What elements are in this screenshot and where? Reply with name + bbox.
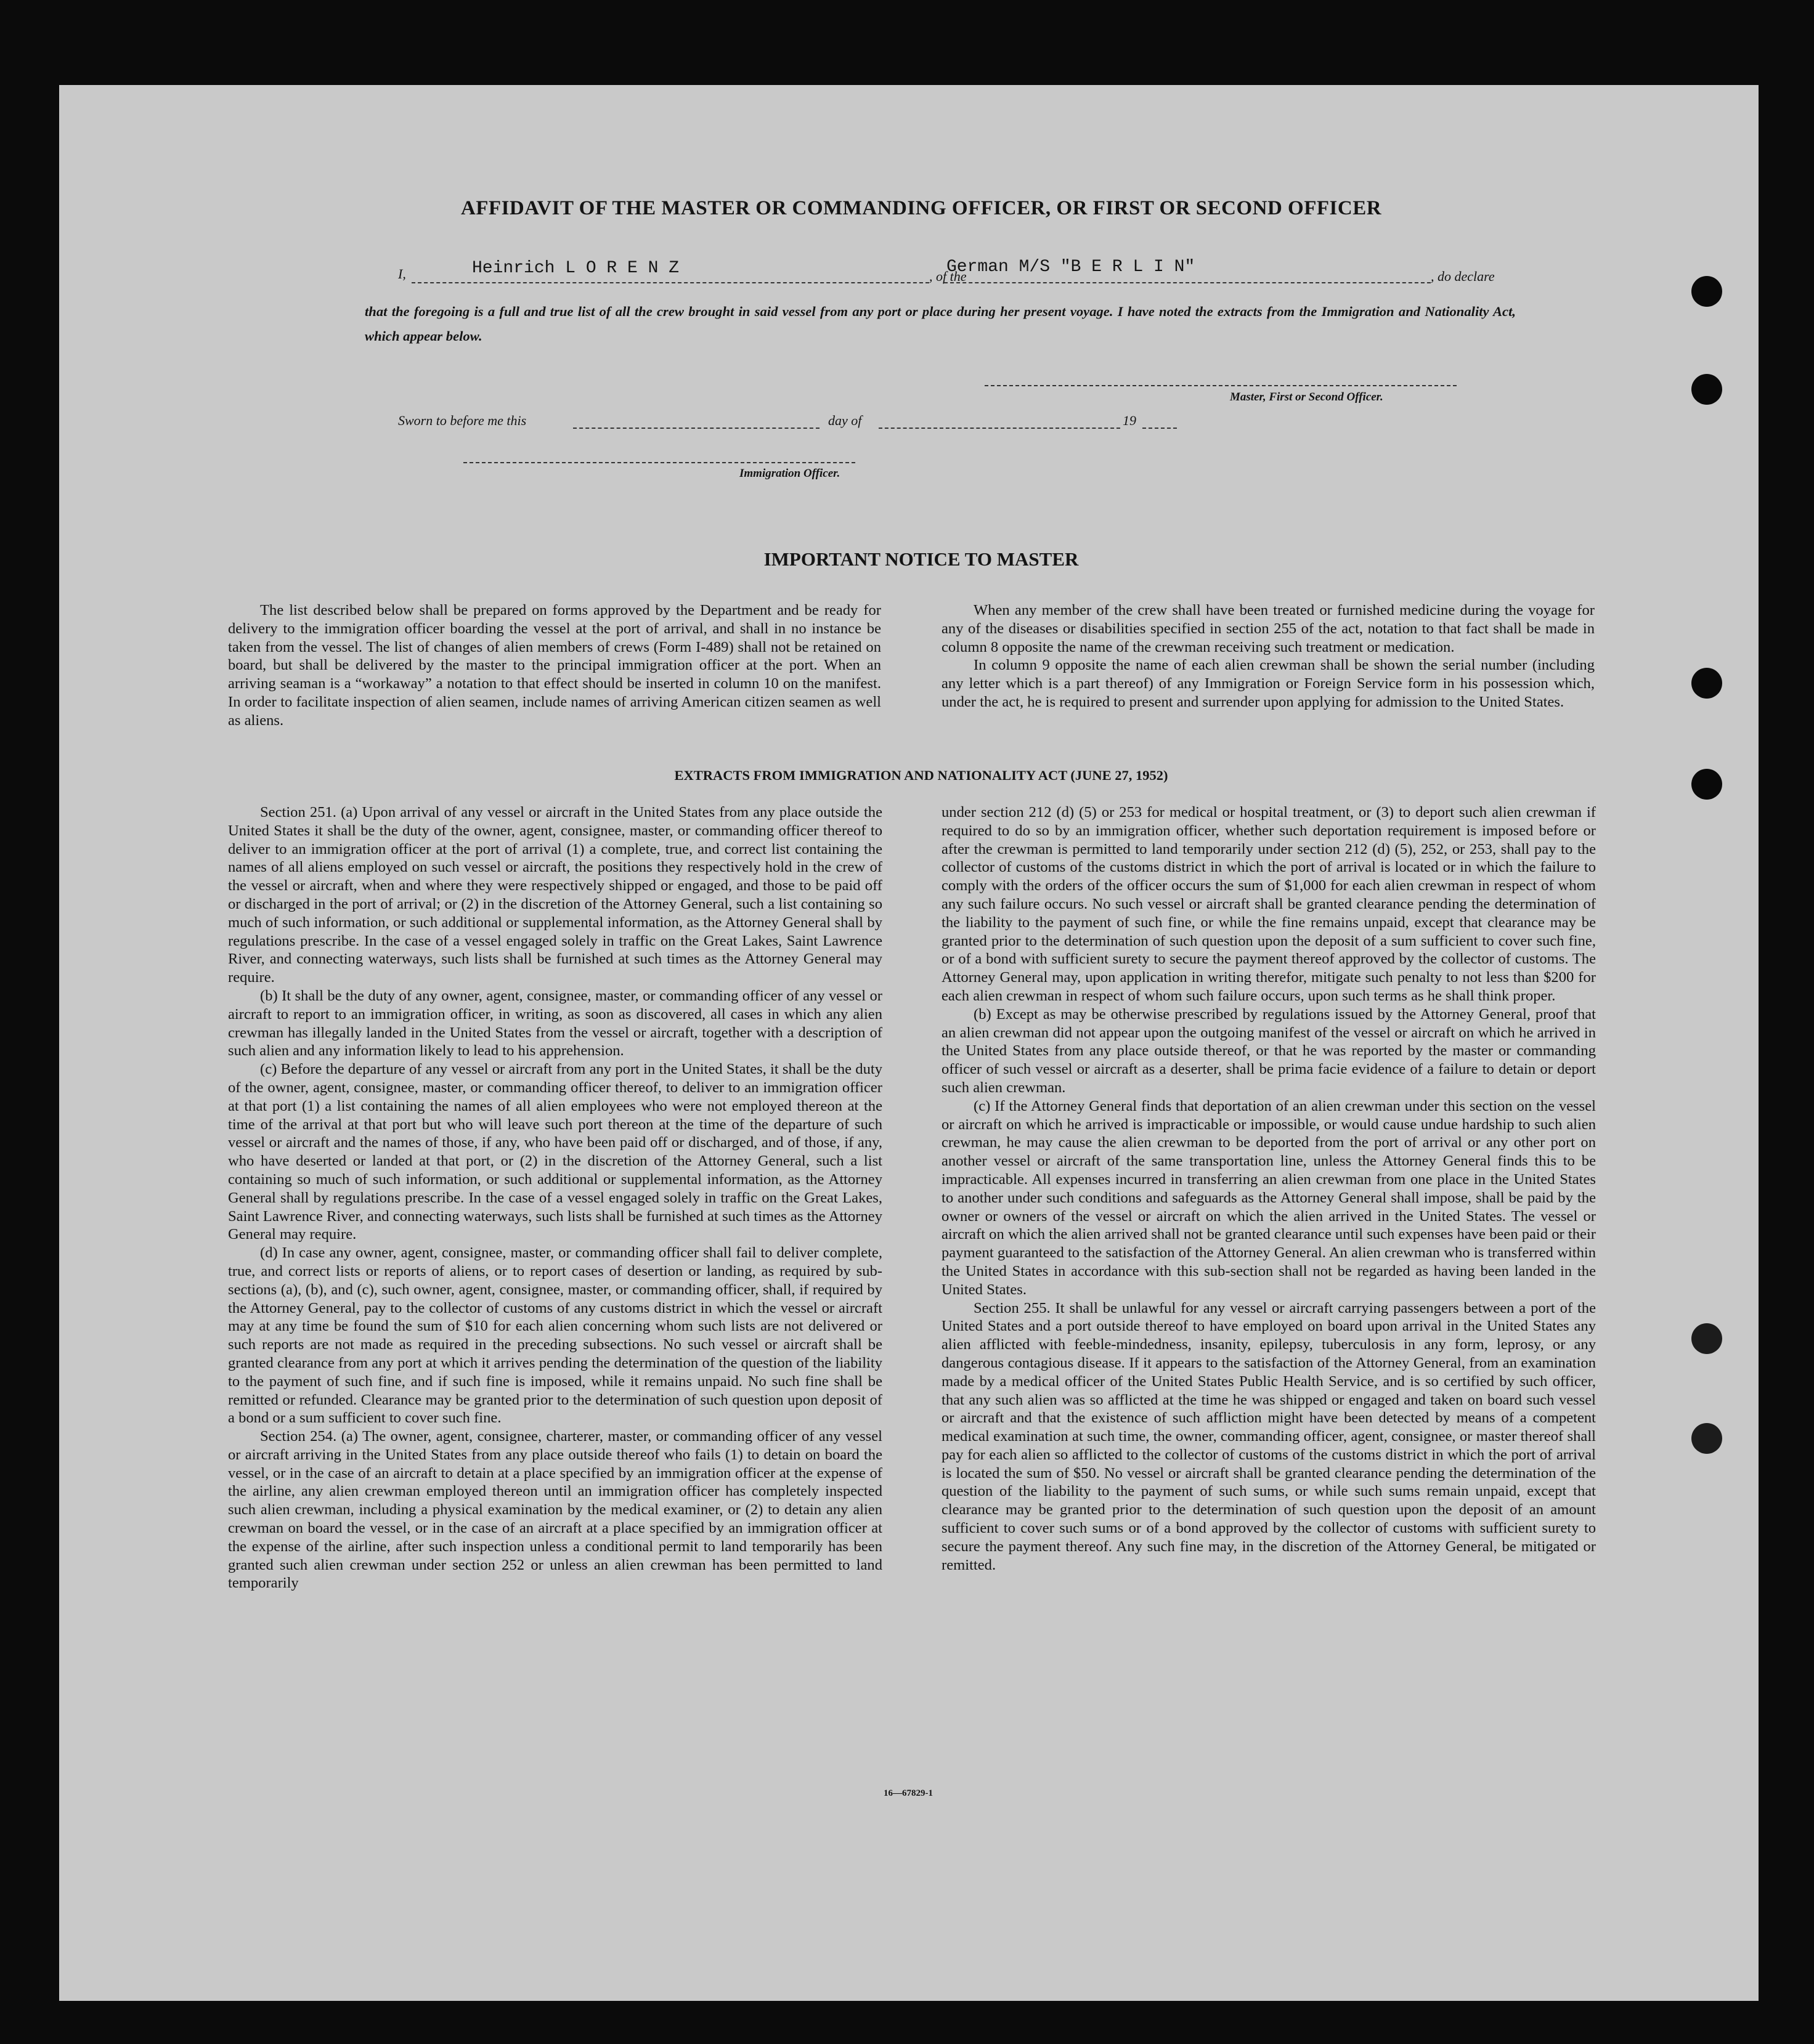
do-declare-label: , do declare (1431, 269, 1495, 284)
notice-right-text-2: In column 9 opposite the name of each alien crewman shall be shown the serial number (including any letter which is a part thereof) of any Immigration or Foreign Service form in his possession which, under the act, he is required to present and surrender upon applying for admission to the United States. (942, 657, 1595, 710)
sworn-label: Sworn to before me this (398, 413, 527, 428)
notice-left-column (228, 601, 881, 730)
section-251-c: (c) Before the departure of any vessel or aircraft from any port in the United States, it shall be the duty of the owner, agent, consignee, master, or commanding officer thereof, to deliver to an immigration officer at that port (1) a list containing the names of all alien employees who were not employed thereon at the time of the arrival at that port but who will leave such port thereon at the time of the departure of such vessel or aircraft and the names of those, if any, who have been paid off or discharged, and of those, if any, who have deserted or landed at that port, or (2) in the discretion of the Attorney General, such a list containing so much of such information, or such additional or supplemental information, as the Attorney General shall by regulations prescribe. In the case of a vessel engaged solely in traffic on the Great Lakes, Saint Lawrence River, and connecting waterways, such lists shall be furnished at such times as the Attorney General may require. (228, 1061, 882, 1243)
notice-right-text-1: When any member of the crew shall have been treated or furnished medicine during the voyage for any of the diseases or disabilities specified in section 255 of the act, notation to that fact shall be made in column 8 opposite the name of the crewman receiving such treatment or medication. (942, 602, 1595, 655)
extracts-title: EXTRACTS FROM IMMIGRATION AND NATIONALITY ACT (JUNE 27, 1952) (674, 768, 1168, 783)
section-254-a: Section 254. (a) The owner, agent, consignee, charterer, master, or commanding officer of any vessel or aircraft arriving in the United States from any place outside thereof who fails (1) to detain on board the vessel, or in the case of an aircraft to detain at a place specified by an immigration officer at the expense of the airline, any alien crewman employed thereon until an immigration officer has completely inspected such alien crewman, including a physical examination by the medical examiner, or (2) to detain any alien crewman on board the vessel, or in the case of an aircraft at a place specified by an immigration officer at the expense of the airline, after such inspection unless a conditional permit to land temporarily has been granted such alien crewman under section 252 or unless an alien crewman has been permitted to land temporarily (228, 1428, 882, 1592)
section-251-b: (b) It shall be the duty of any owner, agent, consignee, master, or commanding officer of any vessel or aircraft to report to an immigration officer, in writing, as soon as discovered, all cases in which any alien crewman has illegally landed in the United States from the vessel or aircraft, together with a description of such alien and any information likely to lead to his apprehension. (228, 987, 882, 1060)
declaration-statement: that the foregoing is a full and true list of all the crew brought in said vessel from any port or place during her present voyage. I have noted the extracts from the Immigration and Nationality Act, which appear below. (365, 304, 1516, 344)
extracts-right-column (942, 803, 1596, 1574)
section-254-a-continued: under section 212 (d) (5) or 253 for medical or hospital treatment, or (3) to deport such alien crewman if required to do so by an immigration officer, whether such deportation requirement is imposed before or after the crewman is permitted to land temporarily under section 212 (d) (5), 252, or 253, shall pay to the collector of customs of the customs district in which the port of arrival is located or in which the failure to comply with the orders of the officer occurs the sum of $1,000 for each alien crewman in respect of whom any such failure occurs. No such vessel or aircraft shall be granted clearance pending the determination of the liability to the payment of such fine, or while the fine remains unpaid, except that clearance may be granted prior to the determination of such question upon the deposit of a sum sufficient to cover such fine, or of a bond with sufficient surety to secure the payment thereof approved by the collector of customs. The Attorney General may, upon application in writing therefor, mitigate such penalty to not less than $200 for each alien crewman in respect of whom such failure occurs, upon such terms as he shall think proper. (942, 804, 1596, 1004)
i-label: I, (398, 266, 406, 282)
punch-hole (1691, 769, 1722, 800)
section-251-a: Section 251. (a) Upon arrival of any vessel or aircraft in the United States from any place outside the United States it shall be the duty of the owner, agent, consignee, master, or commanding officer thereof to deliver to an immigration officer at the port of arrival (1) a complete, true, and correct list containing the names of all aliens employed on such vessel or aircraft, the positions they respectively hold in the crew of the vessel or aircraft, when and where they were respectively shipped or engaged, and those to be paid off or discharged in the port of arrival; or (2) in the discretion of the Attorney General, such a list containing so much of such information, or such additional or supplemental information, as the Attorney General shall by regulations prescribe. In the case of a vessel engaged solely in traffic on the Great Lakes, Saint Lawrence River, and connecting waterways, such lists shall be furnished at such times as the Attorney General may require. (228, 804, 882, 986)
sworn-month-line (879, 428, 1120, 429)
punch-hole (1691, 1323, 1722, 1354)
punch-hole (1691, 374, 1722, 405)
notice-title: IMPORTANT NOTICE TO MASTER (763, 548, 1079, 570)
day-of-label: day of (828, 413, 862, 428)
section-251-d: (d) In case any owner, agent, consignee, master, or commanding officer shall fail to deliver complete, true, and correct lists or reports of aliens, or to report cases of desertion or landing, as required by sub-sections (a), (b), and (c), such owner, agent, consignee, master, or commanding officer, shall, if required by the Attorney General, pay to the collector of customs of any customs district in which the vessel or aircraft may at any time be found the sum of $10 for each alien concerning whom such lists are not delivered or such reports are not made as required in the preceding subsections. No such vessel or aircraft shall be granted clearance from any port at which it arrives pending the determination of the question of the liability to the payment of such fine, and if such fine is imposed, while it remains unpaid. No such fine shall be remitted or refunded. Clearance may be granted prior to the determination of such question upon deposit of a bond or a sum sufficient to cover such fine. (228, 1244, 882, 1427)
of-the-label: , of the (929, 269, 967, 284)
year-label: 19 (1123, 413, 1136, 428)
vessel-line (944, 282, 1431, 283)
section-254-b: (b) Except as may be otherwise prescribed by regulations issued by the Attorney General, proof that an alien crewman did not appear upon the outgoing manifest of the vessel or aircraft on which he arrived in the United States from any place outside thereof, or that he was reported by the master or commanding officer of such vessel or aircraft as a deserter, shall be prima facie evidence of a failure to detain or deport such alien crewman. (942, 1005, 1596, 1096)
master-name-line (412, 282, 929, 283)
punch-hole (1691, 1423, 1722, 1454)
master-signature-line (985, 385, 1457, 386)
section-255: Section 255. It shall be unlawful for any vessel or aircraft carrying passengers between a port of the United States and a port outside thereof to have employed on board upon arrival in the United States any alien afflicted with feeble-mindedness, insanity, epilepsy, tuberculosis in any form, leprosy, or any dangerous contagious disease. If it appears to the satisfaction of the Attorney General, from an examination made by a medical officer of the United States Public Health Service, and is so certified by such officer, that any such alien was so afflicted at the time he was shipped or engaged and taken on board such vessel or aircraft and that the existence of such affliction might have been detected by means of a competent medical examination at such time, the owner, commanding officer, agent, consignee, or master thereof shall pay for each alien so afflicted to the collector of customs of the customs district in which the port of arrival is located the sum of $50. No vessel or aircraft shall be granted clearance pending the determination of the question of the liability to the payment of such sums, or while such sums remain unpaid, except that clearance may be granted prior to the determination of such question upon the deposit of an amount sufficient to cover such sums or of a bond approved by the collector of customs with sufficient surety to secure the payment thereof. Any such fine may, in the discretion of the Attorney General, be mitigated or remitted. (942, 1299, 1596, 1573)
immigration-officer-line (463, 462, 855, 463)
document-page (59, 85, 1759, 2001)
master-signature-label: Master, First or Second Officer. (1230, 391, 1383, 404)
form-code: 16—67829-1 (884, 1788, 933, 1798)
immigration-officer-label: Immigration Officer. (739, 467, 840, 480)
affidavit-title: AFFIDAVIT OF THE MASTER OR COMMANDING OFFICER, OR FIRST OR SECOND OFFICER (460, 197, 1382, 219)
punch-hole (1691, 668, 1722, 699)
sworn-day-line (573, 428, 820, 429)
extracts-left-column (228, 803, 882, 1592)
notice-right-column (942, 601, 1595, 712)
master-name-field: Heinrich L O R E N Z (472, 259, 680, 278)
year-line (1142, 428, 1177, 429)
punch-hole (1691, 276, 1722, 307)
section-254-c: (c) If the Attorney General finds that deportation of an alien crewman under this section on the vessel or aircraft on which he arrived is impracticable or impossible, or would cause undue hardship to such alien crewman, he may cause the alien crewman to be deported from the port of arrival or any other port on another vessel or aircraft of the same transportation line, unless the Attorney General finds this to be impracticable. All expenses incurred in transferring an alien crewman from one place in the United States to another under such conditions and safeguards as the Attorney General shall impose, shall be paid by the owner or owners of the vessel or aircraft on which the alien arrived in the United States. The vessel or aircraft on which the alien arrived shall not be granted clearance until such expenses have been paid or their payment guaranteed to the satisfaction of the Attorney General. An alien crewman who is transferred within the United States in accordance with this sub-section shall not be regarded as having been landed in the United States. (942, 1097, 1596, 1298)
notice-left-text: The list described below shall be prepared on forms approved by the Department and be ready for delivery to the immigration officer boarding the vessel at the port of arrival, and shall in no instance be taken from the vessel. The list of changes of alien members of crews (Form I-489) shall not be retained on board, but shall be delivered by the master to the principal immigration officer at the port. When an arriving seaman is a “workaway” a notation to that effect should be inserted in column 10 on the manifest. In order to facilitate inspection of alien seamen, include names of arriving American citizen seamen as well as aliens. (228, 602, 881, 729)
vessel-field: German M/S "B E R L I N" (946, 258, 1195, 277)
